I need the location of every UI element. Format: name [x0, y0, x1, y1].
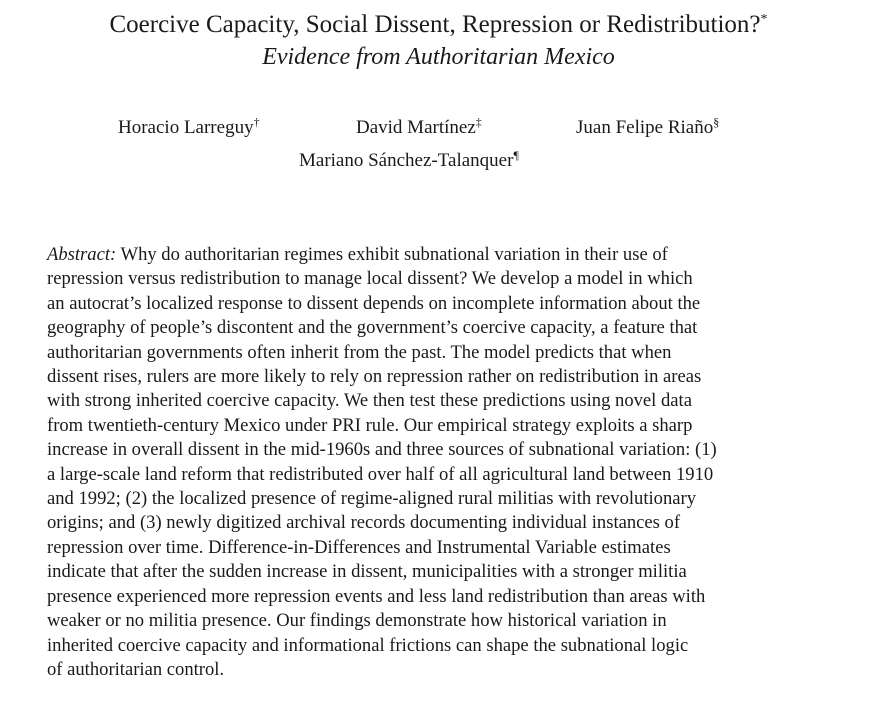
author-name: David Martínez	[356, 117, 476, 138]
author-2	[356, 116, 482, 140]
abstract-line: of authoritarian control.	[47, 658, 225, 680]
abstract-line: from twentieth-century Mexico under PRI rule. Our empirical strategy exploits a sharp	[47, 414, 693, 436]
abstract-line: increase in overall dissent in the mid-1960s and three sources of subnational variation: (1)	[47, 439, 717, 461]
abstract	[47, 243, 837, 682]
author-1	[118, 116, 260, 140]
author-footnote-mark: ‡	[475, 115, 482, 129]
abstract-line: weaker or no militia presence. Our findings demonstrate how historical variation in	[47, 610, 667, 632]
paper-title-text: Coercive Capacity, Social Dissent, Repression or Redistribution?	[109, 11, 761, 38]
abstract-line: presence experienced more repression events and less land redistribution than areas with	[47, 585, 706, 607]
abstract-line-text: Why do authoritarian regimes exhibit subnational variation in their use of	[116, 244, 668, 265]
paper-subtitle: Evidence from Authoritarian Mexico	[262, 44, 615, 70]
title-footnote-mark: *	[760, 12, 768, 27]
abstract-line: repression versus redistribution to manage local dissent? We develop a model in which	[47, 268, 693, 290]
author-name: Mariano Sánchez-Talanquer	[299, 150, 514, 171]
author-3	[576, 116, 719, 140]
abstract-line	[47, 243, 837, 267]
abstract-line: indicate that after the sudden increase in dissent, municipalities with a stronger militia	[47, 561, 687, 583]
author-name: Juan Felipe Riaño	[576, 117, 714, 138]
abstract-line: dissent rises, rulers are more likely to rely on repression rather on redistribution in areas	[47, 366, 702, 388]
abstract-line: inherited coercive capacity and informational frictions can shape the subnational logic	[47, 634, 689, 656]
abstract-line: with strong inherited coercive capacity. We then test these predictions using novel data	[47, 390, 692, 412]
abstract-line: origins; and (3) newly digitized archival records documenting individual instances of	[47, 512, 681, 534]
author-footnote-mark: §	[713, 115, 720, 129]
abstract-line: and 1992; (2) the localized presence of regime-aligned rural militias with revolutionary	[47, 488, 697, 510]
author-footnote-mark: ¶	[513, 148, 519, 162]
abstract-line: a large-scale land reform that redistributed over half of all agricultural land between 1910	[47, 463, 714, 485]
abstract-line: an autocrat’s localized response to dissent depends on incomplete information about the	[47, 292, 701, 314]
abstract-line: authoritarian governments often inherit from the past. The model predicts that when	[47, 341, 672, 363]
author-footnote-mark: †	[253, 115, 260, 129]
abstract-line: geography of people’s discontent and the government’s coercive capacity, a feature that	[47, 317, 698, 339]
author-4	[299, 149, 519, 173]
author-name: Horacio Larreguy	[118, 117, 254, 138]
abstract-line: repression over time. Difference-in-Differences and Instrumental Variable estimates	[47, 536, 671, 558]
paper-title	[0, 10, 877, 40]
abstract-label: Abstract:	[47, 244, 117, 265]
